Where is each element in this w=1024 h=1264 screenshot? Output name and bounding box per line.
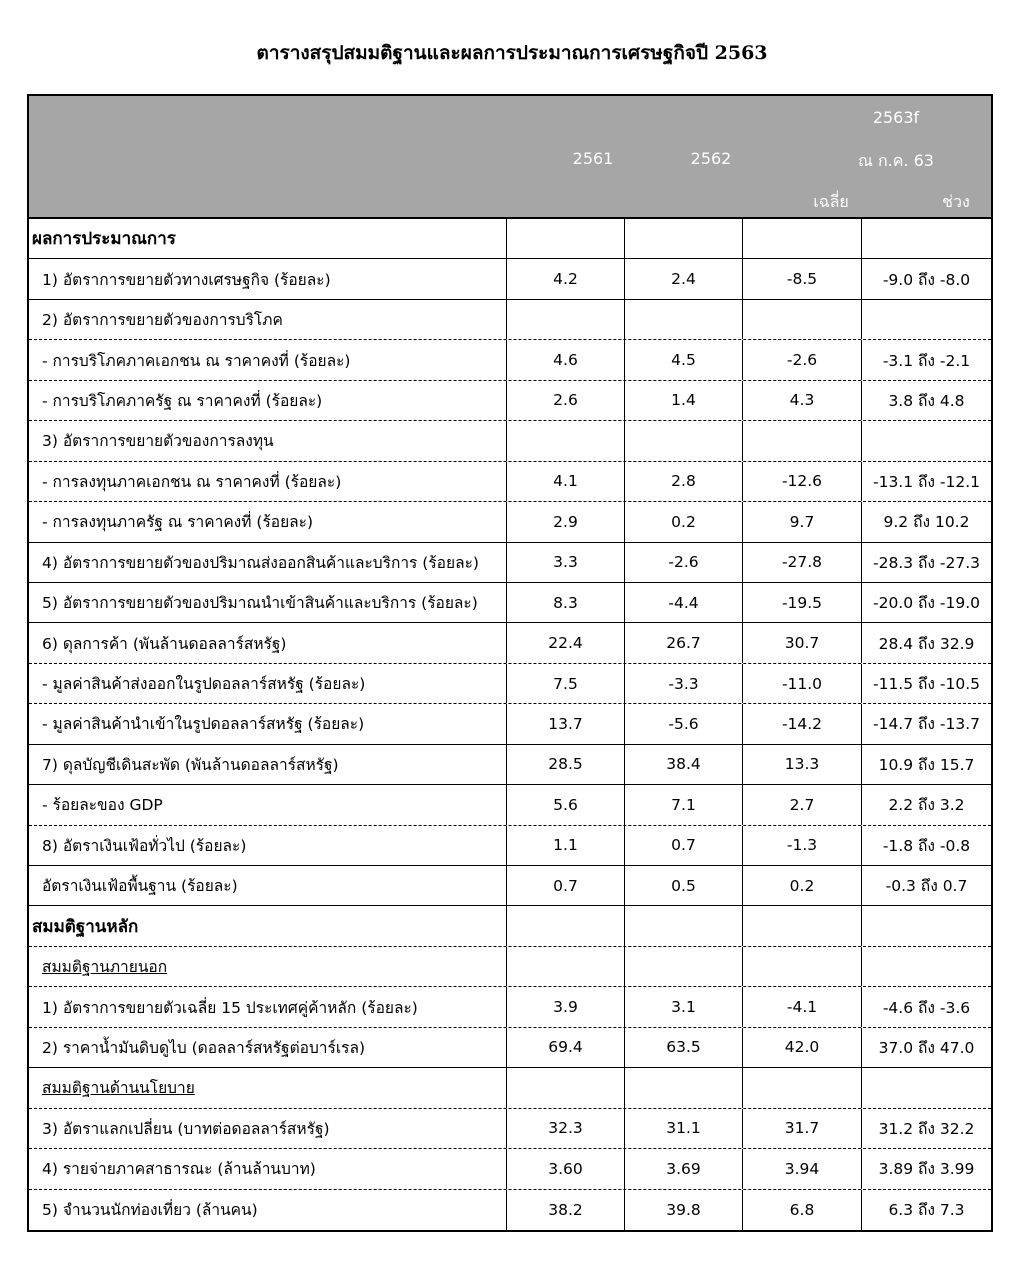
value-average: -14.2 — [742, 704, 861, 743]
value-2562 — [624, 906, 742, 945]
value-range: 37.0 ถึง 47.0 — [861, 1028, 991, 1067]
value-2562: 2.4 — [624, 259, 742, 298]
row-label: - การลงทุนภาครัฐ ณ ราคาคงที่ (ร้อยละ) — [42, 513, 314, 532]
value-2561 — [506, 300, 624, 339]
row-label-text: สมมติฐานด้านนโยบาย — [42, 1079, 195, 1098]
value-range: 9.2 ถึง 10.2 — [861, 502, 991, 541]
value-2561: 28.5 — [506, 745, 624, 784]
value-2561: 8.3 — [506, 583, 624, 622]
value-2561: 3.9 — [506, 987, 624, 1026]
value-range — [861, 947, 991, 986]
row-label: - การบริโภคภาคเอกชน ณ ราคาคงที่ (ร้อยละ) — [42, 351, 351, 370]
value-2561 — [506, 219, 624, 258]
value-range — [861, 906, 991, 945]
value-2561: 2.9 — [506, 502, 624, 541]
table-row — [29, 947, 991, 987]
row-label: 2) อัตราการขยายตัวของการบริโภค — [42, 311, 283, 330]
value-range: 10.9 ถึง 15.7 — [861, 745, 991, 784]
table-row — [29, 866, 991, 906]
row-label: - มูลค่าสินค้าส่งออกในรูปดอลลาร์สหรัฐ (ร้อยละ) — [42, 675, 366, 694]
row-label: 1) อัตราการขยายตัวเฉลี่ย 15 ประเทศคู่ค้าหลัก (ร้อยละ) — [42, 998, 418, 1017]
table-row — [29, 583, 991, 623]
value-range: -3.1 ถึง -2.1 — [861, 340, 991, 379]
table-row — [29, 462, 991, 502]
value-2562: 1.4 — [624, 381, 742, 420]
value-2561: 4.6 — [506, 340, 624, 379]
value-average: -4.1 — [742, 987, 861, 1026]
value-range: -1.8 ถึง -0.8 — [861, 826, 991, 865]
value-2561: 3.3 — [506, 543, 624, 582]
header-range: ช่วง — [942, 192, 970, 211]
value-2561: 0.7 — [506, 866, 624, 905]
value-range — [861, 421, 991, 460]
header-year-2561: 2561 — [572, 149, 614, 168]
value-range: 28.4 ถึง 32.9 — [861, 623, 991, 662]
row-label: 4) รายจ่ายภาคสาธารณะ (ล้านล้านบาท) — [42, 1160, 316, 1179]
value-2562: 2.8 — [624, 462, 742, 501]
row-label: - มูลค่าสินค้านำเข้าในรูปดอลลาร์สหรัฐ (ร้อยละ) — [42, 715, 365, 734]
table-row — [29, 300, 991, 340]
page-title: ตารางสรุปสมมติฐานและผลการประมาณการเศรษฐกิจปี 2563 — [256, 42, 768, 64]
row-label-text: สมมติฐานภายนอก — [42, 958, 168, 977]
value-range: -0.3 ถึง 0.7 — [861, 866, 991, 905]
table-row — [29, 219, 991, 259]
value-average: -12.6 — [742, 462, 861, 501]
table-row — [29, 543, 991, 583]
value-range: -14.7 ถึง -13.7 — [861, 704, 991, 743]
value-average: -2.6 — [742, 340, 861, 379]
value-2562: 38.4 — [624, 745, 742, 784]
value-2561 — [506, 906, 624, 945]
value-average — [742, 421, 861, 460]
row-label: อัตราเงินเฟ้อพื้นฐาน (ร้อยละ) — [42, 877, 238, 896]
value-2562: -3.3 — [624, 664, 742, 703]
table-row — [29, 1109, 991, 1149]
value-range: 31.2 ถึง 32.2 — [861, 1109, 991, 1148]
value-range — [861, 219, 991, 258]
value-range: -9.0 ถึง -8.0 — [861, 259, 991, 298]
value-2562: -5.6 — [624, 704, 742, 743]
value-average: 42.0 — [742, 1028, 861, 1067]
header-average: เฉลี่ย — [813, 192, 849, 211]
table-row — [29, 259, 991, 299]
row-label: 5) อัตราการขยายตัวของปริมาณนำเข้าสินค้าและบริการ (ร้อยละ) — [42, 594, 478, 613]
value-2562: 3.69 — [624, 1149, 742, 1188]
value-average: -8.5 — [742, 259, 861, 298]
value-2561: 7.5 — [506, 664, 624, 703]
value-range — [861, 300, 991, 339]
value-2562: 63.5 — [624, 1028, 742, 1067]
value-average: 3.94 — [742, 1149, 861, 1188]
value-average: -1.3 — [742, 826, 861, 865]
value-2562: 4.5 — [624, 340, 742, 379]
value-range: -13.1 ถึง -12.1 — [861, 462, 991, 501]
value-2562 — [624, 947, 742, 986]
value-2562: 0.2 — [624, 502, 742, 541]
row-label: สมมติฐานหลัก — [32, 916, 139, 937]
value-2561 — [506, 947, 624, 986]
table-row — [29, 502, 991, 542]
value-2561: 13.7 — [506, 704, 624, 743]
row-label: 6) ดุลการค้า (พันล้านดอลลาร์สหรัฐ) — [42, 634, 287, 653]
header-as-of: ณ ก.ค. 63 — [858, 151, 934, 170]
table-row — [29, 1190, 991, 1230]
value-2562: -2.6 — [624, 543, 742, 582]
table-row — [29, 381, 991, 421]
table-row — [29, 664, 991, 704]
value-2562: 0.5 — [624, 866, 742, 905]
value-2561: 4.1 — [506, 462, 624, 501]
value-2562: 26.7 — [624, 623, 742, 662]
row-label: - ร้อยละของ GDP — [42, 796, 163, 815]
value-average: 4.3 — [742, 381, 861, 420]
value-2561: 1.1 — [506, 826, 624, 865]
value-average: 0.2 — [742, 866, 861, 905]
value-2562 — [624, 300, 742, 339]
row-label: ผลการประมาณการ — [32, 229, 176, 250]
row-label: 4) อัตราการขยายตัวของปริมาณส่งออกสินค้าและบริการ (ร้อยละ) — [42, 553, 479, 572]
row-label: 3) อัตราการขยายตัวของการลงทุน — [42, 432, 274, 451]
value-average: 2.7 — [742, 785, 861, 824]
value-range: 3.8 ถึง 4.8 — [861, 381, 991, 420]
table-row — [29, 785, 991, 825]
row-label: 2) ราคาน้ำมันดิบดูไบ (ดอลลาร์สหรัฐต่อบาร์เรล) — [42, 1038, 365, 1057]
value-range: -28.3 ถึง -27.3 — [861, 543, 991, 582]
value-2562: 39.8 — [624, 1190, 742, 1230]
row-label — [29, 1068, 506, 1107]
value-2561: 22.4 — [506, 623, 624, 662]
value-2561: 38.2 — [506, 1190, 624, 1230]
header-forecast: 2563f — [872, 108, 920, 127]
row-label: - การลงทุนภาคเอกชน ณ ราคาคงที่ (ร้อยละ) — [42, 472, 342, 491]
table-row — [29, 1068, 991, 1108]
value-average — [742, 1068, 861, 1107]
row-label: 7) ดุลบัญชีเดินสะพัด (พันล้านดอลลาร์สหรัฐ) — [42, 755, 339, 774]
row-label: 5) จำนวนนักท่องเที่ยว (ล้านคน) — [42, 1201, 258, 1220]
value-range: -11.5 ถึง -10.5 — [861, 664, 991, 703]
value-average: 30.7 — [742, 623, 861, 662]
value-average: -27.8 — [742, 543, 861, 582]
value-2562: 3.1 — [624, 987, 742, 1026]
table-row — [29, 987, 991, 1027]
value-2562: 31.1 — [624, 1109, 742, 1148]
value-2561 — [506, 1068, 624, 1107]
value-2562 — [624, 1068, 742, 1107]
table-row — [29, 1149, 991, 1189]
table-row — [29, 745, 991, 785]
value-2562: -4.4 — [624, 583, 742, 622]
value-range: -4.6 ถึง -3.6 — [861, 987, 991, 1026]
value-2561: 32.3 — [506, 1109, 624, 1148]
row-label: 8) อัตราเงินเฟ้อทั่วไป (ร้อยละ) — [42, 836, 247, 855]
value-2561: 4.2 — [506, 259, 624, 298]
row-label — [29, 947, 506, 986]
value-2561 — [506, 421, 624, 460]
value-range: 6.3 ถึง 7.3 — [861, 1190, 991, 1230]
value-2562: 7.1 — [624, 785, 742, 824]
value-average: 13.3 — [742, 745, 861, 784]
value-2561: 2.6 — [506, 381, 624, 420]
value-average: 31.7 — [742, 1109, 861, 1148]
value-range — [861, 1068, 991, 1107]
value-range: 3.89 ถึง 3.99 — [861, 1149, 991, 1188]
value-average — [742, 947, 861, 986]
value-2562 — [624, 421, 742, 460]
table-row — [29, 1028, 991, 1068]
table-row — [29, 623, 991, 663]
table-header — [29, 96, 991, 219]
value-average: -19.5 — [742, 583, 861, 622]
value-average: 6.8 — [742, 1190, 861, 1230]
value-range: -20.0 ถึง -19.0 — [861, 583, 991, 622]
value-average — [742, 906, 861, 945]
value-average: 9.7 — [742, 502, 861, 541]
value-average: -11.0 — [742, 664, 861, 703]
summary-table — [27, 94, 993, 1232]
table-row — [29, 704, 991, 744]
row-label: - การบริโภคภาครัฐ ณ ราคาคงที่ (ร้อยละ) — [42, 391, 323, 410]
row-label: 1) อัตราการขยายตัวทางเศรษฐกิจ (ร้อยละ) — [42, 270, 331, 289]
table-row — [29, 421, 991, 461]
table-row — [29, 340, 991, 380]
table-row — [29, 906, 991, 946]
table-body — [29, 219, 991, 1230]
value-average — [742, 300, 861, 339]
value-2562 — [624, 219, 742, 258]
value-2561: 3.60 — [506, 1149, 624, 1188]
value-average — [742, 219, 861, 258]
header-year-2562: 2562 — [690, 149, 732, 168]
row-label: 3) อัตราแลกเปลี่ยน (บาทต่อดอลลาร์สหรัฐ) — [42, 1119, 330, 1138]
value-2561: 5.6 — [506, 785, 624, 824]
value-range: 2.2 ถึง 3.2 — [861, 785, 991, 824]
value-2561: 69.4 — [506, 1028, 624, 1067]
value-2562: 0.7 — [624, 826, 742, 865]
table-row — [29, 826, 991, 866]
